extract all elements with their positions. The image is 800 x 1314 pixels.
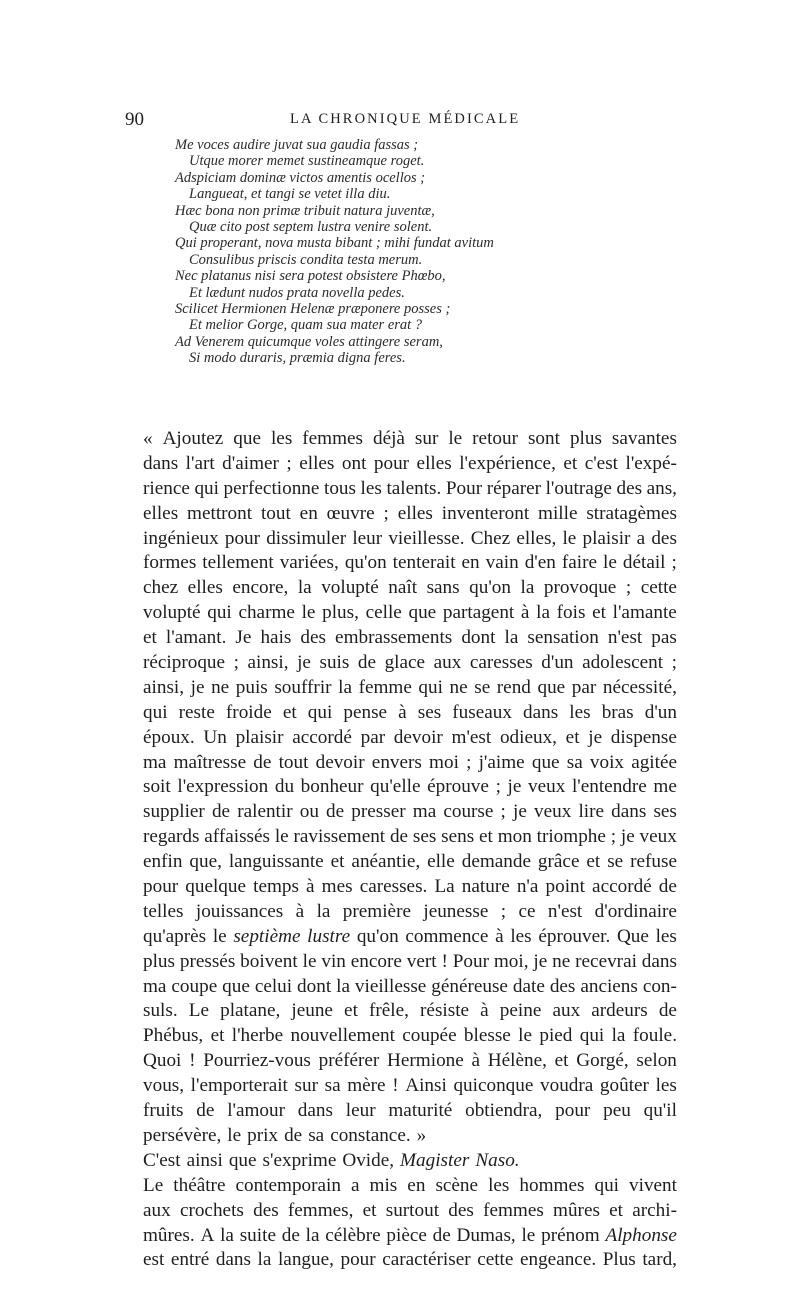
text-line: aux crochets des femmes, et surtout des femmes mûres et archi- bbox=[143, 1199, 677, 1221]
text-line: qui reste froide et qui pense à ses fuseaux dans les bras d'un bbox=[143, 701, 677, 723]
verse-line: Ad Venerem quicumque voles attingere seram, bbox=[175, 334, 443, 350]
text-line: Quoi ! Pourriez-vous préférer Hermione à Hélène, et Gorgé, selon bbox=[143, 1050, 677, 1072]
text-line: C'est ainsi que s'exprime Ovide, Magister Naso. bbox=[143, 1149, 520, 1171]
text-line: volupté qui charme le plus, celle que partagent à la fois et l'amante bbox=[143, 602, 677, 624]
verse-line: Et lædunt nudos prata novella pedes. bbox=[189, 285, 405, 301]
text-line: supplier de ralentir ou de presser ma course ; je veux lire dans ses bbox=[143, 801, 677, 823]
verse-line: Nec platanus nisi sera potest obsistere Phœbo, bbox=[175, 268, 446, 284]
text-line: ma maîtresse de tout devoir envers moi ; j'aime que sa voix agitée bbox=[143, 751, 677, 773]
text-line: époux. Un plaisir accordé par devoir m'est odieux, et je dispense bbox=[143, 726, 677, 748]
text-line: dans l'art d'aimer ; elles ont pour elles l'expérience, et c'est l'expé- bbox=[143, 452, 677, 474]
text-line: Le théâtre contemporain a mis en scène les hommes qui vivent bbox=[143, 1174, 677, 1196]
verse-line: Quæ cito post septem lustra venire solent. bbox=[189, 219, 433, 235]
text-line: elles mettront tout en œuvre ; elles inventeront mille stratagèmes bbox=[143, 502, 677, 524]
text-line: regards affaissés le ravissement de ses sens et mon triomphe ; je veux bbox=[143, 826, 677, 848]
running-head bbox=[0, 0, 800, 140]
text-line: ma coupe que celui dont la vieillesse généreuse date des anciens con- bbox=[143, 975, 677, 997]
verse-line: Si modo duraris, præmia digna feres. bbox=[189, 350, 406, 366]
text-line: telles jouissances à la première jeunesse ; ce n'est d'ordinaire bbox=[143, 900, 677, 922]
page-number: 90 bbox=[125, 109, 144, 130]
text-line: fruits de l'amour dans leur maturité obtiendra, pour peu qu'il bbox=[143, 1100, 677, 1122]
text-line: « Ajoutez que les femmes déjà sur le retour sont plus savantes bbox=[143, 428, 677, 449]
text-line: ingénieux pour dissimuler leur vieillesse. Chez elles, le plaisir a des bbox=[143, 527, 677, 549]
text-line: qu'après le septième lustre qu'on commence à les éprouver. Que les bbox=[143, 925, 677, 947]
running-title: LA CHRONIQUE MÉDICALE bbox=[290, 111, 521, 127]
verse-line: Et melior Gorge, quam sua mater erat ? bbox=[189, 317, 423, 333]
text-line: et l'amant. Je hais des embrassements dont la sensation n'est pas bbox=[143, 627, 677, 649]
text-line: rience qui perfectionne tous les talents. Pour réparer l'outrage des ans, bbox=[143, 477, 677, 499]
verse-line: Scilicet Hermionen Helenæ præponere posses ; bbox=[175, 301, 451, 317]
text-line: pour quelque temps à mes caresses. La nature n'a point accordé de bbox=[143, 876, 677, 898]
text-line: chez elles encore, la volupté naît sans qu'on la provoque ; cette bbox=[143, 577, 677, 599]
verse-line: Hæc bona non primæ tribuit natura juventæ, bbox=[175, 203, 435, 219]
text-line: formes tellement variées, qu'on tenterait en vain d'en faire le détail ; bbox=[143, 552, 677, 574]
text-line: mûres. A la suite de la célèbre pièce de Dumas, le prénom Alphonse bbox=[143, 1224, 677, 1246]
text-line: suls. Le platane, jeune et frêle, résiste à peine aux ardeurs de bbox=[143, 1000, 677, 1022]
text-line: Phébus, et l'herbe nouvellement coupée blesse le pied qui la foule. bbox=[143, 1025, 677, 1047]
text-line: ainsi, je ne puis souffrir la femme qui ne se rend que par nécessité, bbox=[143, 676, 677, 698]
verse-line: Adspiciam dominæ victos amentis ocellos ; bbox=[175, 170, 426, 186]
text-line: enfin que, languissante et anéantie, elle demande grâce et se refuse bbox=[143, 851, 677, 873]
body-text bbox=[143, 427, 677, 1273]
verse-line: Me voces audire juvat sua gaudia fassas ; bbox=[175, 137, 419, 153]
text-line: persévère, le prix de sa constance. » bbox=[143, 1124, 427, 1146]
text-line: plus pressés boivent le vin encore vert ! Pour moi, je ne recevrai dans bbox=[143, 950, 677, 972]
text-line: réciproque ; ainsi, je suis de glace aux caresses d'un adolescent ; bbox=[143, 652, 677, 674]
verse-line: Qui properant, nova musta bibant ; mihi fundat avitum bbox=[175, 235, 494, 251]
verse-line: Langueat, et tangi se vetet illa diu. bbox=[189, 186, 391, 202]
verse-line: Consulibus priscis condita testa merum. bbox=[189, 252, 423, 268]
text-line: soit l'expression du bonheur qu'elle éprouve ; je veux l'entendre me bbox=[143, 776, 677, 798]
text-line: est entré dans la langue, pour caractériser cette engeance. Plus tard, bbox=[143, 1249, 677, 1271]
verse-line: Utque morer memet sustineamque roget. bbox=[189, 153, 425, 169]
text-line: vous, l'emporterait sur sa mère ! Ainsi quiconque voudra goûter les bbox=[143, 1075, 677, 1097]
